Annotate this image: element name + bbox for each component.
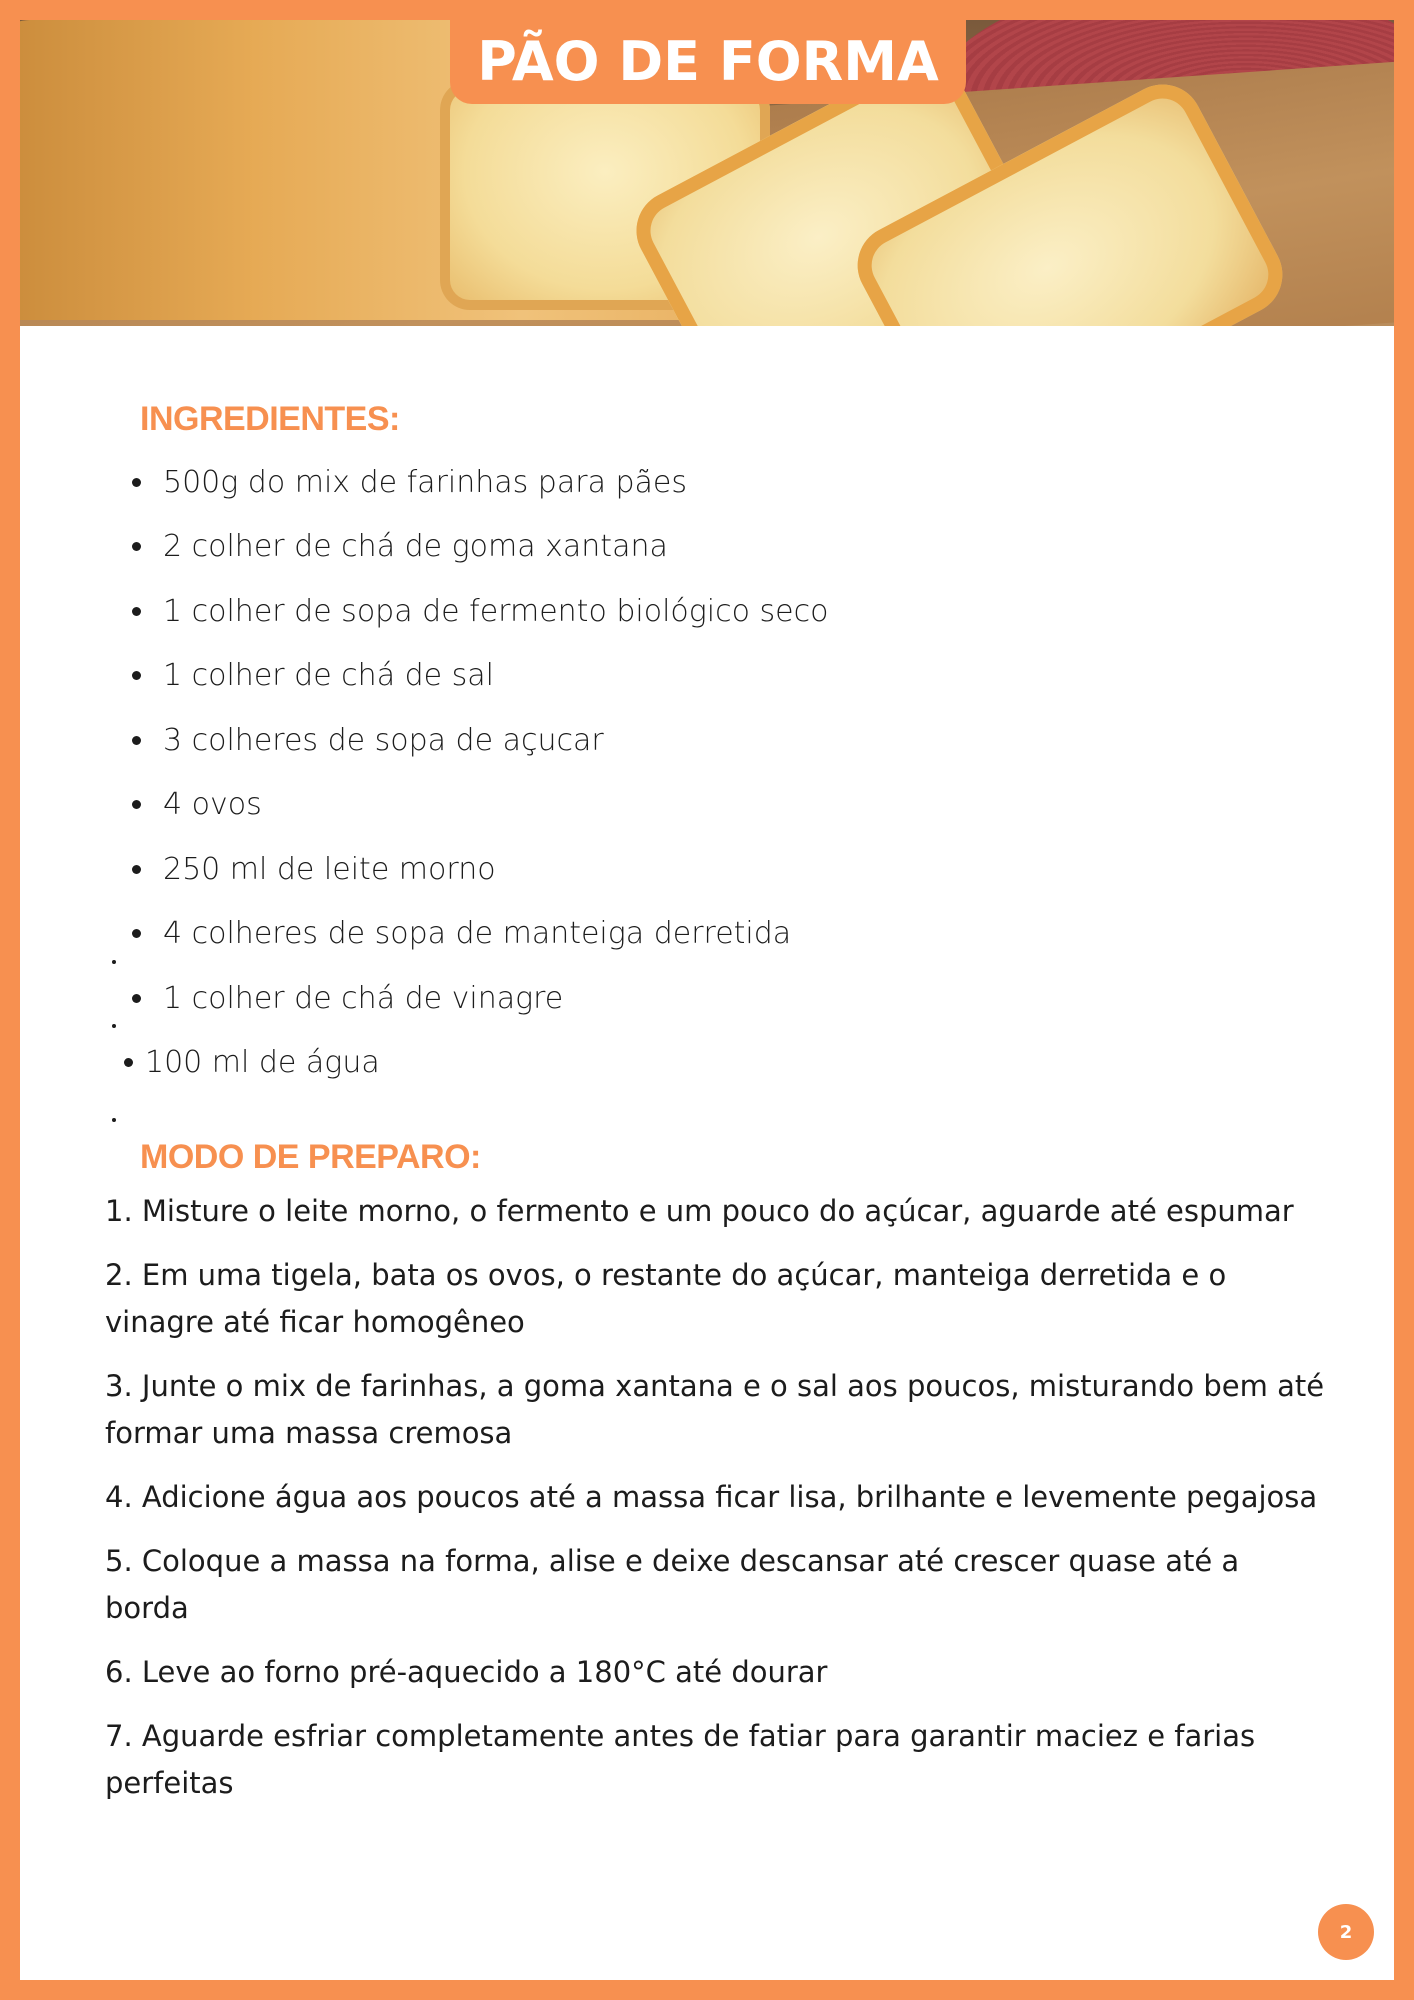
bullet-icon [132, 736, 141, 745]
list-item [132, 966, 828, 1031]
bullet-icon [132, 671, 141, 680]
page-number-badge: 2 [1318, 1904, 1374, 1960]
ingredient-text: 1 colher de sopa de fermento biológico seco [163, 593, 829, 629]
title-banner [450, 18, 966, 104]
list-item: 6. Leve ao forno pré-aquecido a 180°C até dourar [105, 1655, 828, 1689]
ingredient-text: 1 colher de chá de sal [163, 658, 494, 694]
bullet-icon [132, 607, 141, 616]
ingredient-text: 3 colheres de sopa de açucar [163, 722, 604, 758]
ingredient-text: 100 ml de água [145, 1045, 380, 1081]
list-item [124, 1031, 828, 1096]
list-item: 4. Adicione água aos poucos até a massa ficar lisa, brilhante e levemente pegajosa [105, 1480, 1318, 1514]
list-item: 5. Coloque a massa na forma, alise e deixe descansar até crescer quase até a borda [105, 1544, 1240, 1625]
ingredients-heading: INGREDIENTES: [140, 400, 400, 438]
ingredient-text: 4 colheres de sopa de manteiga derretida [163, 916, 792, 952]
list-item [132, 644, 828, 709]
stray-dot [112, 960, 116, 964]
bullet-icon [132, 478, 141, 487]
list-item [132, 579, 828, 644]
ingredient-text: 250 ml de leite morno [163, 851, 496, 887]
preparation-steps [105, 1188, 1325, 1824]
bullet-icon [132, 994, 141, 1003]
list-item [132, 837, 828, 902]
list-item: 1. Misture o leite morno, o fermento e um pouco do açúcar, aguarde até espumar [105, 1194, 1294, 1228]
list-item: 2. Em uma tigela, bata os ovos, o restante do açúcar, manteiga derretida e o vinagre até ficar homogêneo [105, 1258, 1227, 1339]
bullet-icon [132, 800, 141, 809]
list-item [132, 515, 828, 580]
ingredient-list [132, 450, 828, 1095]
bullet-icon [132, 929, 141, 938]
stray-dot [112, 1118, 116, 1122]
list-item: 3. Junte o mix de farinhas, a goma xantana e o sal aos poucos, misturando bem até formar uma massa cremosa [105, 1369, 1325, 1450]
list-item [132, 450, 828, 515]
list-item [132, 773, 828, 838]
ingredient-text: 4 ovos [163, 787, 262, 823]
ingredient-text: 500g do mix de farinhas para pães [163, 464, 688, 500]
bullet-icon [132, 865, 141, 874]
bullet-icon [124, 1058, 133, 1067]
ingredient-text: 2 colher de chá de goma xantana [163, 529, 668, 565]
page-title: PÃO DE FORMA [477, 29, 939, 93]
preparation-heading: MODO DE PREPARO: [140, 1138, 481, 1176]
list-item: 7. Aguarde esfriar completamente antes de fatiar para garantir maciez e farias perfeitas [105, 1719, 1256, 1800]
ingredient-text: 1 colher de chá de vinagre [163, 980, 564, 1016]
list-item [132, 902, 828, 967]
stray-dot [112, 1024, 116, 1028]
bullet-icon [132, 542, 141, 551]
list-item [132, 708, 828, 773]
